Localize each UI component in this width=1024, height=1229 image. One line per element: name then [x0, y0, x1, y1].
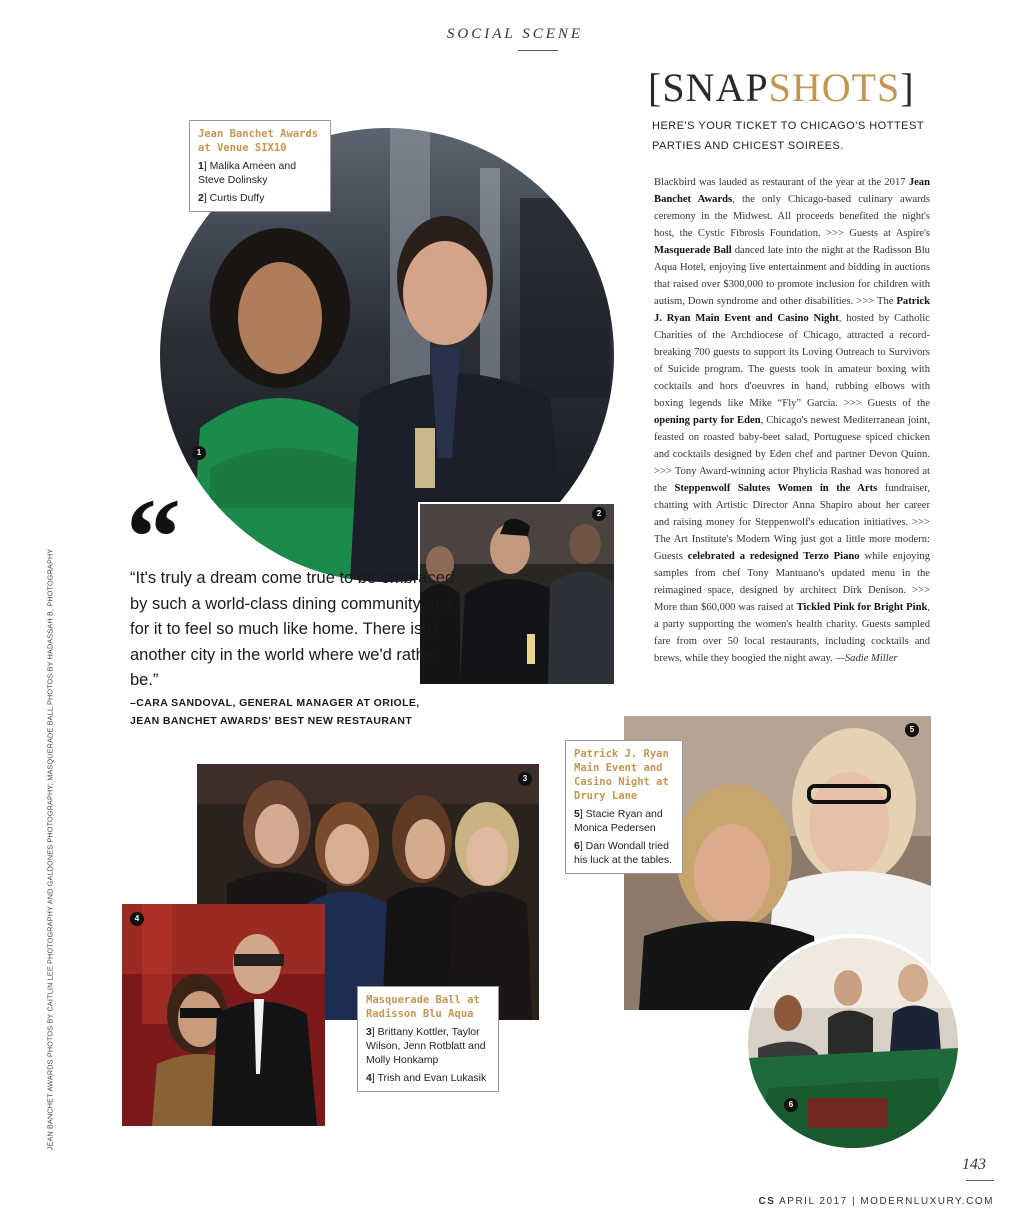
- caption-num: 2: [198, 192, 204, 204]
- body-text-5: , Chicago's newest Mediterranean joint, feasted on roasted baby-beet salad, Portuguese spiced chicken and cocktails designed by Eden chef and partner Devon Quinn. >>> Tony Award-winning actor Phylicia Rashad was honored at the: [654, 415, 930, 494]
- caption-text: ] Dan Wondall tried his luck at the tables.: [574, 840, 673, 866]
- body-text-4: , hosted by Catholic Charities of the Archdiocese of Chicago, attracted a record-breaking 700 guests to support its Loving Outreach to Survivors of Suicide program. The guests took in amateur boxing with cocktails and hors d'oeuvres in hand, rubbing elbows with boxing legends like Mike “Fly” Garcia. >>> Guests of the: [654, 313, 930, 409]
- photo-4-image: [122, 904, 325, 1126]
- body-text-8: , a party supporting the women's health charity. Guests sampled fare from over 50 local restaurants, including cocktails and brews, while they boogied the night away.: [654, 602, 931, 664]
- body-bold-3: Patrick J. Ryan Main Event and Casino Night: [654, 296, 930, 324]
- caption-text: ] Brittany Kottler, Taylor Wilson, Jenn Rotblatt and Molly Honkamp: [366, 1026, 486, 1066]
- headline-bracket-open: [: [648, 65, 663, 110]
- photo-6-circle: [744, 934, 962, 1152]
- footer-brand: CS: [758, 1196, 776, 1207]
- caption-text: ] Trish and Evan Lukasik: [371, 1072, 487, 1084]
- attribution-line-1: –CARA SANDOVAL, GENERAL MANAGER AT ORIOLE,: [130, 697, 420, 709]
- caption-masquerade: [357, 986, 499, 1092]
- caption-text: ] Malika Ameen and Steve Dolinsky: [198, 160, 297, 186]
- caption-num: 3: [366, 1026, 372, 1038]
- quote-attribution: [130, 694, 450, 730]
- caption-num: 1: [198, 160, 204, 172]
- quote-mark-icon: “: [126, 476, 181, 598]
- caption-masquerade-title: Masquerade Ball at Radisson Blu Aqua: [366, 994, 480, 1020]
- caption-ryan-line-1: [574, 807, 674, 835]
- body-bold-7: Tickled Pink for Bright Pink: [796, 602, 928, 613]
- photo-credit: JEAN BANCHET AWARDS PHOTOS BY CAITLIN LEE PHOTOGRAPHY AND GALDONES PHOTOGRAPHY; MASQUERADE BALL PHOTOS BY HADASSAH B. PHOTOGRAPHY: [45, 548, 55, 1151]
- caption-ryan: [565, 740, 683, 874]
- photo-2-number: 2: [592, 507, 606, 521]
- footer-issue: APRIL 2017: [779, 1196, 848, 1207]
- body-text-3: danced late into the night at the Radisson Blu Aqua Hotel, enjoying live entertainment and bidding in auctions that raised over $300,000 to promote inclusion for children with autism, Down syndrome and other disabilities. >>> The: [654, 245, 930, 307]
- caption-masquerade-line-1: [366, 1025, 490, 1067]
- caption-ryan-title: Patrick J. Ryan Main Event and Casino Night at Drury Lane: [574, 748, 669, 802]
- photo-4-number: 4: [130, 912, 144, 926]
- article-body: [654, 174, 930, 667]
- photo-6-image: [748, 938, 958, 1148]
- caption-masquerade-line-2: [366, 1071, 490, 1085]
- caption-num: 4: [366, 1072, 372, 1084]
- caption-num: 5: [574, 808, 580, 820]
- footer-separator: |: [851, 1196, 857, 1207]
- page-number: 143: [962, 1156, 986, 1173]
- body-text-1: Blackbird was lauded as restaurant of the year at the 2017: [654, 177, 909, 188]
- body-bold-5: Steppenwolf Salutes Women in the Arts: [674, 483, 878, 494]
- caption-text: ] Stacie Ryan and Monica Pedersen: [574, 808, 663, 834]
- body-text-7: while enjoying samples from chef Tony Mantuano's updated menu in the reimagined space, designed by architect Dirk Denison. >>> More than $60,000 was raised at: [654, 551, 931, 613]
- caption-num: 6: [574, 840, 580, 852]
- caption-ryan-line-2: [574, 839, 674, 867]
- caption-banchet-title: Jean Banchet Awards at Venue SIX10: [198, 128, 319, 154]
- photo-4: [122, 904, 325, 1126]
- footer-site: MODERNLUXURY.COM: [860, 1196, 994, 1207]
- caption-text: ] Curtis Duffy: [203, 192, 265, 204]
- body-text-6: fundraiser, chatting with Artistic Director Anna Shapiro about her career and raising money for Steppenwolf's education initiatives. >>> The Art Institute's Modern Wing just got a little more modern: Guests: [654, 483, 930, 562]
- caption-banchet-line-1: [198, 159, 322, 187]
- photo-5-number: 5: [905, 723, 919, 737]
- photo-1-number: 1: [192, 446, 206, 460]
- page-number-rule: [966, 1180, 994, 1181]
- attribution-line-2: JEAN BANCHET AWARDS' BEST NEW RESTAURANT: [130, 715, 413, 727]
- section-rule: [518, 50, 558, 51]
- section-label: SOCIAL SCENE: [446, 26, 584, 42]
- body-bold-6: celebrated a redesigned Terzo Piano: [687, 551, 860, 562]
- page-headline: [648, 64, 915, 111]
- pull-quote: “It's truly a dream come true to be embraced by such a world-class dining community and for it to feel so much like home. There isn't another city in the world where we'd rather be.”: [130, 569, 455, 689]
- byline: —Sadie Miller: [835, 653, 898, 664]
- body-bold-4: opening party for Eden: [654, 415, 761, 426]
- body-text-2: , the only Chicago-based culinary awards ceremony in the Midwest. All proceeds benefited the night's host, the Cystic Fibrosis Foundation. >>> Guests at Aspire's: [654, 194, 930, 239]
- caption-banchet: [189, 120, 331, 212]
- photo-6-number: 6: [784, 1098, 798, 1112]
- headline-snap: SNAP: [662, 65, 769, 110]
- page-footer: [700, 1196, 994, 1207]
- caption-banchet-line-2: [198, 191, 322, 205]
- photo-3-number: 3: [518, 772, 532, 786]
- body-bold-1: Jean Banchet Awards: [654, 177, 930, 205]
- body-bold-2: Masquerade Ball: [654, 245, 732, 256]
- dek: HERE'S YOUR TICKET TO CHICAGO'S HOTTEST PARTIES AND CHICEST SOIREES.: [652, 120, 924, 152]
- headline-bracket-close: ]: [900, 65, 915, 110]
- headline-shots: SHOTS: [768, 65, 901, 110]
